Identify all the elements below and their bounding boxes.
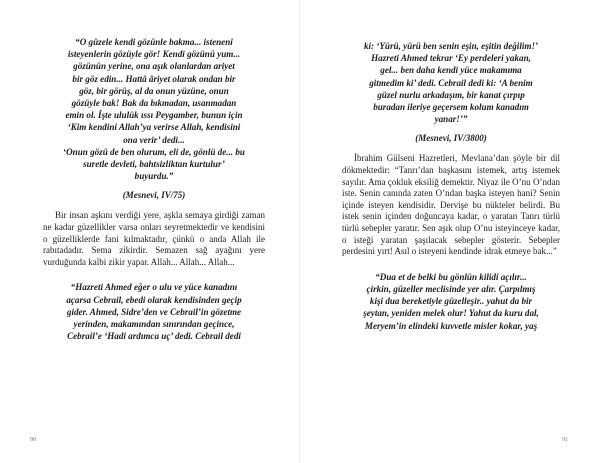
quote-line: Meryem’in elindeki kuvvetle misler kokar, yaş <box>364 320 538 331</box>
quote-line: ‘Kim kendini Allah’ya verirse Allah, kendisini <box>67 122 241 133</box>
quote-line: ‘Onun gözü de ben olurum, eli de, gönlü de... bu <box>63 146 245 157</box>
quote-line: gider. Ahmed, Sidre’den ve Cebrail’in gözetme <box>66 306 242 317</box>
page-number-right: 91 <box>562 437 568 443</box>
quote-line: “Dua et de belki bu gönlün kilidi açılır... <box>375 271 527 282</box>
quote-line: yanar!’” <box>434 114 468 125</box>
quote-line: ki: ‘Yürü, yürü ben senin eşin, eşitin değilim!’ <box>363 41 539 51</box>
right-quote-2 <box>342 271 560 332</box>
quote-line: “Hazreti Ahmed eğer o ulu ve yüce kanadını <box>70 282 238 293</box>
quote-line: suretle devleti, bahtsizliktan kurtulur’ <box>83 159 225 170</box>
quote-line: gözüyle bak! Bak da bıkmadan, usanmadan <box>71 98 237 109</box>
quote-line: çirkin, güzeller meclisinde yer alır. Çarpılmış <box>366 283 536 294</box>
quote-line: açarsa Cebrail, ebedi olarak kendisinden geçip <box>66 294 242 305</box>
quote-line: emin ol. İşte ululük ıssı Peygamber, bunun için <box>65 110 243 121</box>
quote-line: kişi dua bereketiyle güzelleşir.. yahut da bir <box>369 296 533 307</box>
quote-line: ona verir’ dedi... <box>123 134 185 145</box>
right-paragraph-1: İbrahim Gülseni Hazretleri, Mevlana’dan şöyle bir dil dökmektedir: “Tanrı’dan başkasını istemek, artış istemek sayılır. Ama çokluk eksiliğ demektir. Niyaz ile O’nu O’ndan iste. Senin canında zaten O’ndan başka isteyen hani? Senin içinde isteyen kendisidir. Dervişe bu nükteler belirdi. Bu istek senin içinden doğuncaya kadar, o yaratan Tanrı türlü türlü sebepler yaratır. Sen aşık olup O’nu isteyinceye kadar, o isteği yaratan şaşılacak sebepler gösterir. Sebepler perdesini yırt! Asıl o isteyeni kendinde idrak etmeye bak...” <box>342 153 560 257</box>
right-text-column <box>342 40 560 332</box>
quote-line: gitmedim ki’ dedi. Cebrail dedi ki: ‘A benim <box>369 77 533 88</box>
quote-line: gel... ben daha kendi yüce makamıma <box>380 65 522 76</box>
quote-line: gözünün yerine, ona aşık olanlardan ariyet <box>73 61 235 72</box>
quote-line: buradan ileriye geçersem kolum kanadım <box>373 102 529 113</box>
quote-line: güzel nurlu arkadaşım, bir kanat çırpıp <box>377 89 525 100</box>
left-text-column <box>43 36 265 342</box>
quote-line: bir göz edin... Hattâ âriyet olarak ondan bir <box>72 73 236 84</box>
quote-line: “O güzele kendi gözünle bakma... isteneni <box>75 37 233 47</box>
left-quote-2 <box>43 281 265 342</box>
left-quote-1 <box>43 36 265 182</box>
quote-line: buyurdu.” <box>134 171 174 182</box>
quote-line: Cebrail’e ‘Hadi ardımca uç’ dedi. Cebrail dedi <box>67 331 241 342</box>
right-page <box>300 0 600 463</box>
page-number-left: 90 <box>30 437 36 443</box>
left-quote-1-reference: (Mesnevi, IV/75) <box>122 190 186 201</box>
left-paragraph-1: Bir insan aşkını verdiği yere, aşkla semaya girdiği zaman ne kadar güzellikler varsa onları seyretmektedir ve kendisini o güzelliklerde fani kılmaktadır, çünkü o anda Allah ile rabıtadadır. Sema zikirdir. Semazen sağ ayağını yere vurduğunda kalbi zikir yapar. Allah... Allah... Allah... <box>43 210 265 267</box>
quote-line: yerinden, makamından sınırından geçince, <box>73 319 235 330</box>
quote-line: göz, bir görüş, al da onun yüzüne, onun <box>79 85 229 96</box>
quote-line: Hazreti Ahmed tekrar ‘Ey perdeleri yakan, <box>371 53 531 64</box>
quote-line: isteyenlerin gözüyle gör! Kendi gözünü yum... <box>67 49 241 60</box>
right-quote-1-reference: (Mesnevi, IV/3800) <box>415 133 487 144</box>
right-quote-1 <box>342 40 560 125</box>
quote-line: şeytan, yeniden melek olur! Yahut da kuru dal, <box>363 308 539 319</box>
